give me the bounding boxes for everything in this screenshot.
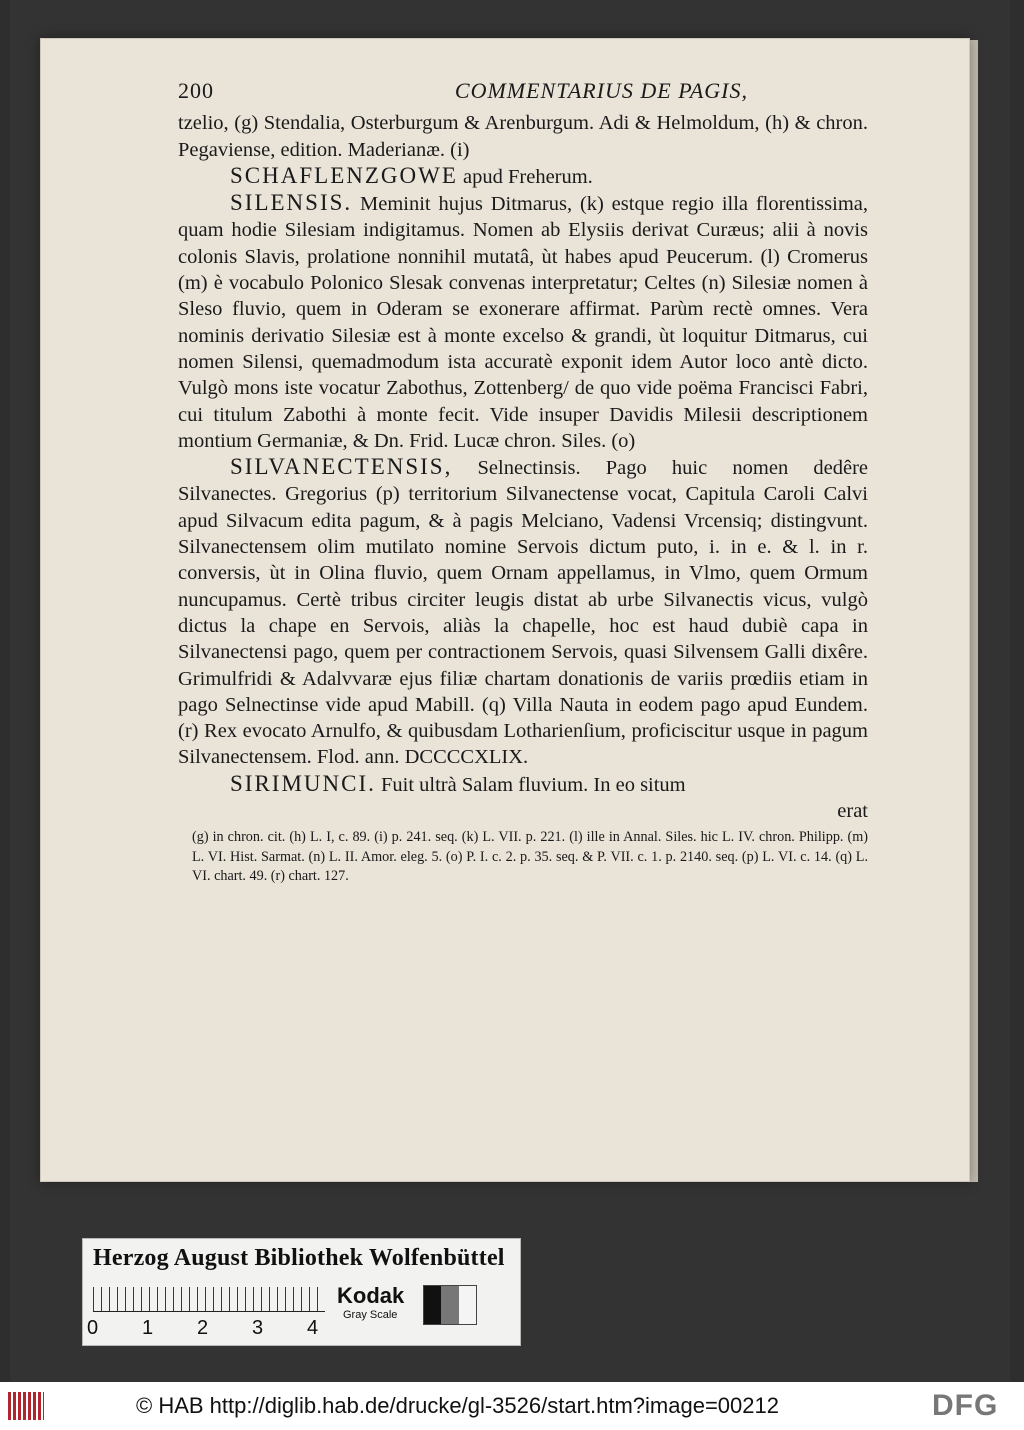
ruler-number: 0	[87, 1317, 99, 1339]
library-color-card	[82, 1238, 521, 1346]
lemma-entry	[178, 771, 868, 798]
catchword: erat	[837, 800, 868, 823]
ruler	[93, 1287, 325, 1312]
lemma-text: Selnectinsis. Pago huic nomen dedêre Silvanectes. Gregorius (p) territorium Silvanectense vocat, Capitula Caroli Calvi apud Silvacum edita pagum, & à pagis Melciano, Vadensi Vrcensiq; distingvunt. Silvanectensem olim mutilato nomine Servois dictum puto, i. in e. & l. in r. conversis, ùt in Olina fluvio, quem Ornam appellamus, in Vlmo, quem Ormum nuncupamus. Certè tribus circiter leugis distat ab urbe Silvanectis vicus, vulgò dictus la chape en Servois, aliàs la chapelle, hoc est haud dubiè capa in Silvanectensi pago, quem per contractionem Servois, quasi Silvensem Galli dixêre. Grimulfridi & Adalvvaræ ejus filiæ chartam donationis de variis prœdiis etiam in pago Selnectinse vide apud Mabill. (q) Villa Nauta in eodem pago apud Eundem. (r) Rex evocato Arnulfo, & quibusdam Lotharienſium, proficiscitur usque in pagum Silvanectensem. Flod. ann. DCCCCXLIX.	[178, 457, 868, 769]
lemma-head: SIRIMUNCI.	[230, 770, 376, 796]
lemma-head: SILVANECTENSIS,	[230, 454, 453, 480]
copyright-url[interactable]: © HAB http://diglib.hab.de/drucke/gl-3526/start.htm?image=00212	[136, 1393, 779, 1418]
gray-scale-label: Gray Scale	[343, 1309, 398, 1321]
running-head: COMMENTARIUS DE PAGIS,	[454, 78, 748, 103]
gray-swatches	[423, 1285, 477, 1325]
lemma-entry	[178, 190, 868, 454]
footnotes: (g) in chron. cit. (h) L. I, c. 89. (i) p. 241. seq. (k) L. VII. p. 221. (l) ille in Annal. Siles. hic L. IV. chron. Philipp. (m) L. VI. Hist. Sarmat. (n) L. II. Amor. eleg. 5. (o) P. I. c. 2. p. 35. seq. & P. VII. c. 1. p. 2140. seq. (p) L. VI. c. 14. (q) L. VI. chart. 49. (r) chart. 127.	[192, 829, 868, 885]
ruler-number: 2	[197, 1317, 209, 1339]
lemma-text: apud Freherum.	[463, 165, 593, 188]
paragraph: tzelio, (g) Stendalia, Osterburgum & Arenburgum. Adi & Helmoldum, (h) & chron. Pegaviense, edition. Maderianæ. (i)	[178, 112, 868, 161]
swatch-black	[424, 1286, 441, 1324]
lemma-text: Meminit hujus Ditmarus, (k) estque regio illa florentissima, quam hodie Silesiam indigitamus. Nomen ab Elysiis derivat Curæus; alii à novis colonis Slavis, prolatione nonnihil mutatâ, ùt habes apud Peucerum. (l) Cromerus (m) è vocabulo Polonico Slesak convenas interpretatur; Celtes (n) Silesiæ nomen à Sleso fluvio, quem in Oderam se exonerare affirmat. Parùm rectè omnes. Vera nominis derivatio Silesiæ est à monte excelso & grandi, ùt loquitur Ditmarus, cui nomen Silensi, quemadmodum ista accuratè exponit idem Autor loco antè dicto. Vulgò mons iste vocatur Zabothus, Zottenberg/ de quo vide poëma Francisci Fabri, cui titulum Zabothi à monte fecit. Vide insuper Davidis Milesii descriptionem montium Germaniæ, & Dn. Frid. Lucæ chron. Siles. (o)	[178, 193, 869, 452]
lemma-entry	[178, 454, 868, 771]
footer-bar	[0, 1382, 1024, 1430]
swatch-white	[459, 1286, 476, 1324]
ruler-number: 4	[307, 1317, 319, 1339]
page-header	[178, 78, 868, 104]
swatch-gray	[441, 1286, 458, 1324]
lemma-text: Fuit ultrà Salam fluvium. In eo situm	[381, 773, 686, 796]
ruler-number: 1	[142, 1317, 154, 1339]
dfg-logo: DFG	[932, 1389, 999, 1422]
library-title: Herzog August Bibliothek Wolfenbüttel	[93, 1245, 505, 1271]
ruler-numbers	[87, 1317, 327, 1340]
ruler-ticks	[93, 1287, 325, 1311]
lemma-head: SCHAFLENZGOWE	[230, 162, 458, 188]
page-text	[178, 78, 868, 887]
kodak-logo: Kodak	[337, 1283, 405, 1308]
hab-logo-icon	[8, 1392, 44, 1420]
ruler-number: 3	[252, 1317, 264, 1339]
lemma-entry	[178, 163, 868, 190]
page-number: 200	[178, 78, 214, 103]
lemma-head: SILENSIS.	[230, 190, 353, 216]
